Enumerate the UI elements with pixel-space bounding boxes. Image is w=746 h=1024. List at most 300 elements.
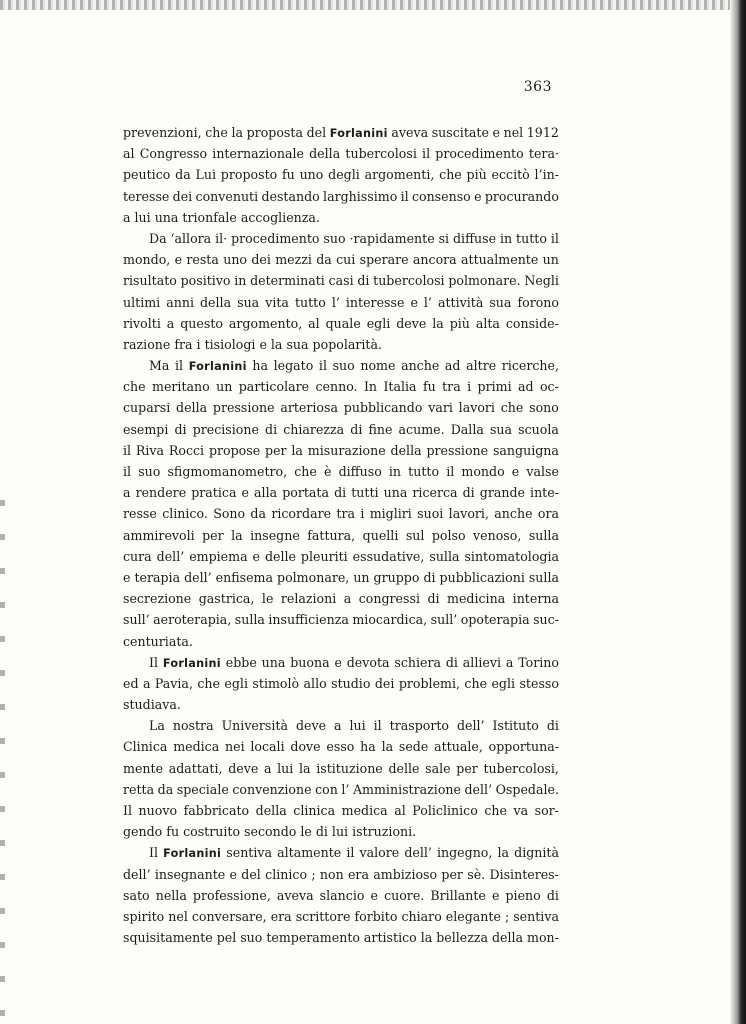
word: inte- (530, 485, 559, 501)
text-line (123, 821, 559, 842)
word: resse (123, 506, 157, 522)
word: medica (173, 739, 220, 755)
word: forono (517, 294, 559, 310)
word: Ospedale. (495, 781, 559, 797)
word: fra (174, 336, 193, 352)
word: dell’ (156, 548, 185, 564)
word: polmonare, (277, 569, 350, 585)
text-line (123, 779, 559, 800)
text-line (123, 186, 559, 207)
word: deve (396, 315, 427, 331)
word: che (205, 125, 228, 140)
word: ; (504, 908, 510, 924)
author-name: Forlanini (329, 127, 388, 140)
word: Il (149, 654, 159, 670)
word: anche (401, 358, 440, 374)
word: nel (168, 908, 188, 924)
word: tutto (408, 464, 440, 479)
text-line (123, 842, 559, 863)
word: stimolò (252, 675, 300, 691)
word: tutti (351, 485, 379, 501)
word: conside- (505, 315, 559, 331)
word: mon- (527, 930, 559, 946)
word: lui (331, 824, 349, 840)
word: dell’ (184, 569, 212, 585)
word: conversare, (191, 908, 267, 924)
word: nome (360, 358, 396, 374)
word: aveva (391, 125, 429, 140)
word: tra (336, 506, 355, 522)
word: fabbricato (183, 803, 250, 818)
word: da (175, 167, 191, 183)
word: lavori, (448, 506, 489, 522)
word: clinico (265, 866, 308, 882)
word: di (174, 421, 187, 437)
word: devota (346, 654, 390, 670)
word: il (318, 358, 327, 374)
word: al (123, 146, 135, 162)
word: a (343, 591, 352, 607)
word: studiava. (123, 697, 181, 713)
word: del (306, 125, 327, 140)
word: aeroterapia, (153, 612, 232, 628)
word: della (390, 442, 422, 458)
word: tutto (294, 294, 326, 310)
word: costruito (183, 824, 241, 840)
word: a (123, 209, 131, 225)
word: Negli (524, 273, 559, 289)
word: suo (138, 464, 161, 479)
text-line (123, 631, 559, 652)
text-line (123, 292, 559, 313)
word: altre (466, 358, 497, 374)
word: interesse (345, 294, 405, 310)
word: propose (208, 442, 261, 458)
word: sentiva (226, 845, 273, 861)
word: rendere (135, 485, 187, 501)
word: proposto (220, 167, 278, 183)
word: Ma (149, 358, 170, 374)
word: che (464, 675, 488, 691)
word: anche (494, 506, 533, 522)
word: egli (366, 315, 391, 331)
word: alta (475, 315, 500, 331)
word: venoso, (473, 527, 522, 543)
text-line (123, 906, 559, 927)
word: Italia (383, 379, 417, 395)
word: polmonare. (448, 273, 521, 289)
word: la (298, 760, 311, 776)
word: e (174, 252, 183, 268)
word: nostra (172, 718, 214, 734)
word: di (350, 421, 363, 437)
word: di (357, 273, 370, 289)
word: risultato (123, 273, 177, 289)
word: che (439, 167, 462, 183)
word: insegnante (154, 866, 226, 882)
word: clinico. (162, 506, 208, 522)
word: l’ (423, 294, 432, 310)
word: anni (166, 294, 194, 310)
word: valore (359, 845, 400, 861)
word: interna (512, 591, 559, 607)
word: più (449, 315, 470, 331)
word: ad (444, 358, 461, 374)
word: per (441, 866, 463, 882)
text-line (123, 885, 559, 906)
word: chiaro (401, 908, 442, 924)
word: le (300, 824, 312, 840)
text-line (123, 503, 559, 524)
text-line (123, 800, 559, 821)
text-line (123, 461, 559, 482)
word: misurazione (307, 442, 386, 458)
word: il (422, 146, 431, 162)
word: nella (155, 887, 187, 903)
word: esempi (123, 421, 169, 437)
word: allo (303, 675, 327, 691)
word: ora (537, 506, 559, 522)
word: dignità (514, 845, 559, 861)
word: l’ (341, 781, 350, 797)
word: ha (360, 739, 376, 755)
word: la (420, 930, 433, 946)
word: empiema (189, 548, 248, 564)
word: enfisema (215, 569, 274, 585)
word: e (123, 569, 131, 585)
word: gendo (123, 824, 163, 840)
word: allievi (462, 654, 501, 670)
text-line (123, 864, 559, 885)
word: ha (252, 358, 268, 374)
word: egli (224, 675, 248, 691)
word: di (265, 421, 278, 437)
word: degli (328, 167, 360, 183)
word: si (438, 230, 450, 246)
word: centuriata. (123, 633, 193, 649)
word: ricordare (271, 506, 332, 522)
word: scuola (518, 421, 559, 437)
word: tubercolosi, (483, 760, 559, 776)
word: in (234, 273, 247, 289)
word: ambizioso (373, 866, 438, 882)
text-line (123, 249, 559, 270)
word: una (383, 485, 408, 501)
word: acume. (398, 421, 445, 437)
word: pieno (505, 887, 541, 903)
word: era (270, 908, 292, 924)
word: quale (325, 315, 361, 331)
word: un (353, 569, 370, 585)
text-line (123, 588, 559, 609)
word: polso (431, 527, 466, 543)
word: delle (388, 760, 420, 776)
word: artistico (363, 930, 417, 946)
word: teresse (123, 188, 170, 204)
word: istruzioni. (352, 824, 417, 840)
word: era (347, 866, 369, 882)
word: Disinteres- (489, 866, 559, 882)
word: il· (215, 230, 228, 246)
word: Dalla (450, 421, 484, 437)
word: sor- (534, 803, 559, 818)
text-line (123, 270, 559, 291)
word: suo (240, 930, 263, 946)
word: il (400, 188, 409, 204)
word: una (261, 654, 286, 670)
word: Istituto (492, 718, 539, 734)
word: convenzione (232, 781, 312, 797)
word: trasporto (389, 718, 450, 734)
word: sanguigna (492, 442, 559, 458)
word: pressione (212, 400, 275, 416)
word: ricerche, (501, 358, 559, 374)
word: stesso (519, 675, 559, 691)
word: di (423, 569, 436, 585)
word: la (270, 336, 283, 352)
word: deve (295, 718, 327, 734)
word: il (346, 845, 355, 861)
word: peutico (123, 167, 171, 183)
word: deve (228, 760, 259, 776)
body-text (123, 122, 559, 948)
text-line (123, 397, 559, 418)
word: a (263, 760, 272, 776)
word: e (410, 294, 418, 310)
word: tubercolosi (373, 273, 445, 289)
word: vari (428, 400, 453, 416)
word: sintomatologia (464, 548, 559, 564)
word: sua (489, 421, 513, 437)
word: un (542, 252, 559, 268)
text-line (123, 652, 559, 673)
word: Riva (135, 442, 165, 458)
word: determinati (250, 273, 325, 289)
word: a (166, 315, 175, 331)
word: e (241, 485, 249, 501)
word: diffuse (453, 230, 497, 246)
word: vita (265, 294, 289, 310)
word: quelli (362, 527, 399, 543)
word: attuale, (434, 739, 483, 755)
word: e (229, 866, 237, 882)
word: diffuso (338, 464, 382, 479)
word: la (432, 315, 444, 331)
word: consenso (411, 188, 471, 204)
text-line (123, 419, 559, 440)
word: della (309, 146, 341, 162)
word: il (123, 464, 132, 479)
word: dell’ (456, 718, 485, 734)
word: legato (273, 358, 314, 374)
word: fattura, (307, 527, 356, 543)
word: dei (251, 252, 271, 268)
word: istituzione (316, 760, 383, 776)
word: tisiologi (204, 336, 256, 352)
word: cura (123, 548, 152, 564)
word: pressione (426, 442, 489, 458)
word: attività (437, 294, 484, 310)
word: lui (134, 209, 151, 225)
word: chiarezza (283, 421, 345, 437)
word: rivolti (123, 315, 161, 331)
word: ‘allora (170, 230, 212, 246)
word: relazioni (280, 591, 337, 607)
word: insufficienza (268, 612, 349, 628)
word: uno (223, 252, 248, 268)
word: di (427, 591, 440, 607)
word: pel (216, 930, 237, 946)
word: alla (254, 485, 278, 501)
word: dell’ (404, 845, 432, 861)
word: che (123, 379, 146, 395)
word: tutto (516, 230, 547, 246)
word: sulla (234, 612, 265, 628)
word: casi (328, 273, 354, 289)
word: Università (221, 718, 288, 734)
word: ed (123, 675, 139, 691)
text-line (123, 927, 559, 948)
text-line (123, 228, 559, 249)
word: mondo, (123, 252, 171, 268)
word: dei (374, 675, 395, 691)
word: destando (261, 188, 320, 204)
word: adattati, (168, 760, 223, 776)
word: le (261, 591, 274, 607)
word: clinica (293, 803, 336, 818)
text-line (123, 313, 559, 334)
word: convenuti (195, 188, 259, 204)
text-line (123, 143, 559, 164)
word: suoi (417, 506, 444, 522)
word: elegante (445, 908, 501, 924)
word: ad (518, 379, 534, 395)
word: trionfale (182, 209, 237, 225)
word: delle (264, 548, 296, 564)
word: medica (341, 803, 388, 818)
text-line (123, 715, 559, 736)
word: essudative, (352, 548, 425, 564)
word: altamente (277, 845, 342, 861)
word: attualmente (461, 252, 539, 268)
word: sulla (528, 569, 559, 585)
word: cenno. (315, 379, 358, 395)
word: l’in- (534, 167, 559, 183)
word: cui (336, 252, 356, 268)
word: retta (123, 781, 155, 797)
word: accoglienza. (240, 209, 320, 225)
word: lui (349, 718, 366, 734)
word: gruppo (373, 569, 420, 585)
word: pubblicazioni (439, 569, 525, 585)
text-line (123, 440, 559, 461)
word: sull’ (123, 612, 150, 628)
word: slancio (319, 887, 365, 903)
word: il (373, 718, 382, 734)
word: della (255, 803, 287, 818)
word: suo (332, 358, 355, 374)
word: fu (422, 379, 436, 395)
word: procedimento (231, 230, 320, 246)
word: da (157, 781, 174, 797)
word: e (259, 336, 267, 352)
word: per (456, 760, 478, 776)
word: dei (172, 188, 193, 204)
word: sua (237, 294, 260, 310)
word: ancora (412, 252, 457, 268)
word: il (175, 358, 184, 374)
word: migliri (369, 506, 412, 522)
word: ebbe (225, 654, 257, 670)
word: sede (398, 739, 429, 755)
word: questo (180, 315, 223, 331)
word: prevenzioni, (123, 125, 202, 140)
word: buona (290, 654, 330, 670)
word: sull’ (430, 612, 458, 628)
word: della (176, 400, 208, 416)
word: In (363, 379, 378, 395)
word: l’ (331, 294, 340, 310)
word: secrezione (123, 591, 192, 607)
word: sentiva (513, 908, 559, 924)
word: proposta (246, 125, 303, 140)
word: Il (149, 845, 159, 861)
word: Pavia, (154, 675, 193, 691)
word: ammirevoli (123, 527, 195, 543)
word: che (484, 803, 507, 818)
word: il (550, 230, 559, 246)
word: fine (368, 421, 393, 437)
text-line (123, 376, 559, 397)
word: al (394, 803, 406, 818)
word: Policlinico (412, 803, 478, 818)
word: sua (489, 294, 512, 310)
word: argomento, (228, 315, 303, 331)
word: ultimi (123, 294, 161, 310)
word: opportuna- (488, 739, 559, 755)
word: ; (311, 866, 316, 882)
text-line (123, 482, 559, 503)
word: pleuriti (300, 548, 348, 564)
word: fu (166, 824, 180, 840)
text-line (123, 525, 559, 546)
word: da (316, 252, 332, 268)
word: Amministrazione (352, 781, 461, 797)
word: studio (331, 675, 371, 691)
word: e (370, 887, 378, 903)
word: e (474, 188, 482, 204)
word: uno (299, 167, 324, 183)
word: Clinica (123, 739, 168, 755)
word: primi (477, 379, 512, 395)
word: popolarità. (312, 336, 382, 352)
word: medicina (447, 591, 506, 607)
text-line (123, 355, 559, 376)
word: Torino (518, 654, 559, 670)
word: della (200, 294, 232, 310)
word: ricerca (412, 485, 458, 501)
word: di (315, 824, 328, 840)
word: lavori (458, 400, 495, 416)
word: da (250, 506, 266, 522)
word: sperare (359, 252, 409, 268)
word: a (142, 675, 151, 691)
word: squisitamente (123, 930, 213, 946)
word: razione (123, 336, 171, 352)
word: i (360, 506, 365, 522)
word: mondo (461, 464, 505, 479)
word: procurando (484, 188, 559, 204)
